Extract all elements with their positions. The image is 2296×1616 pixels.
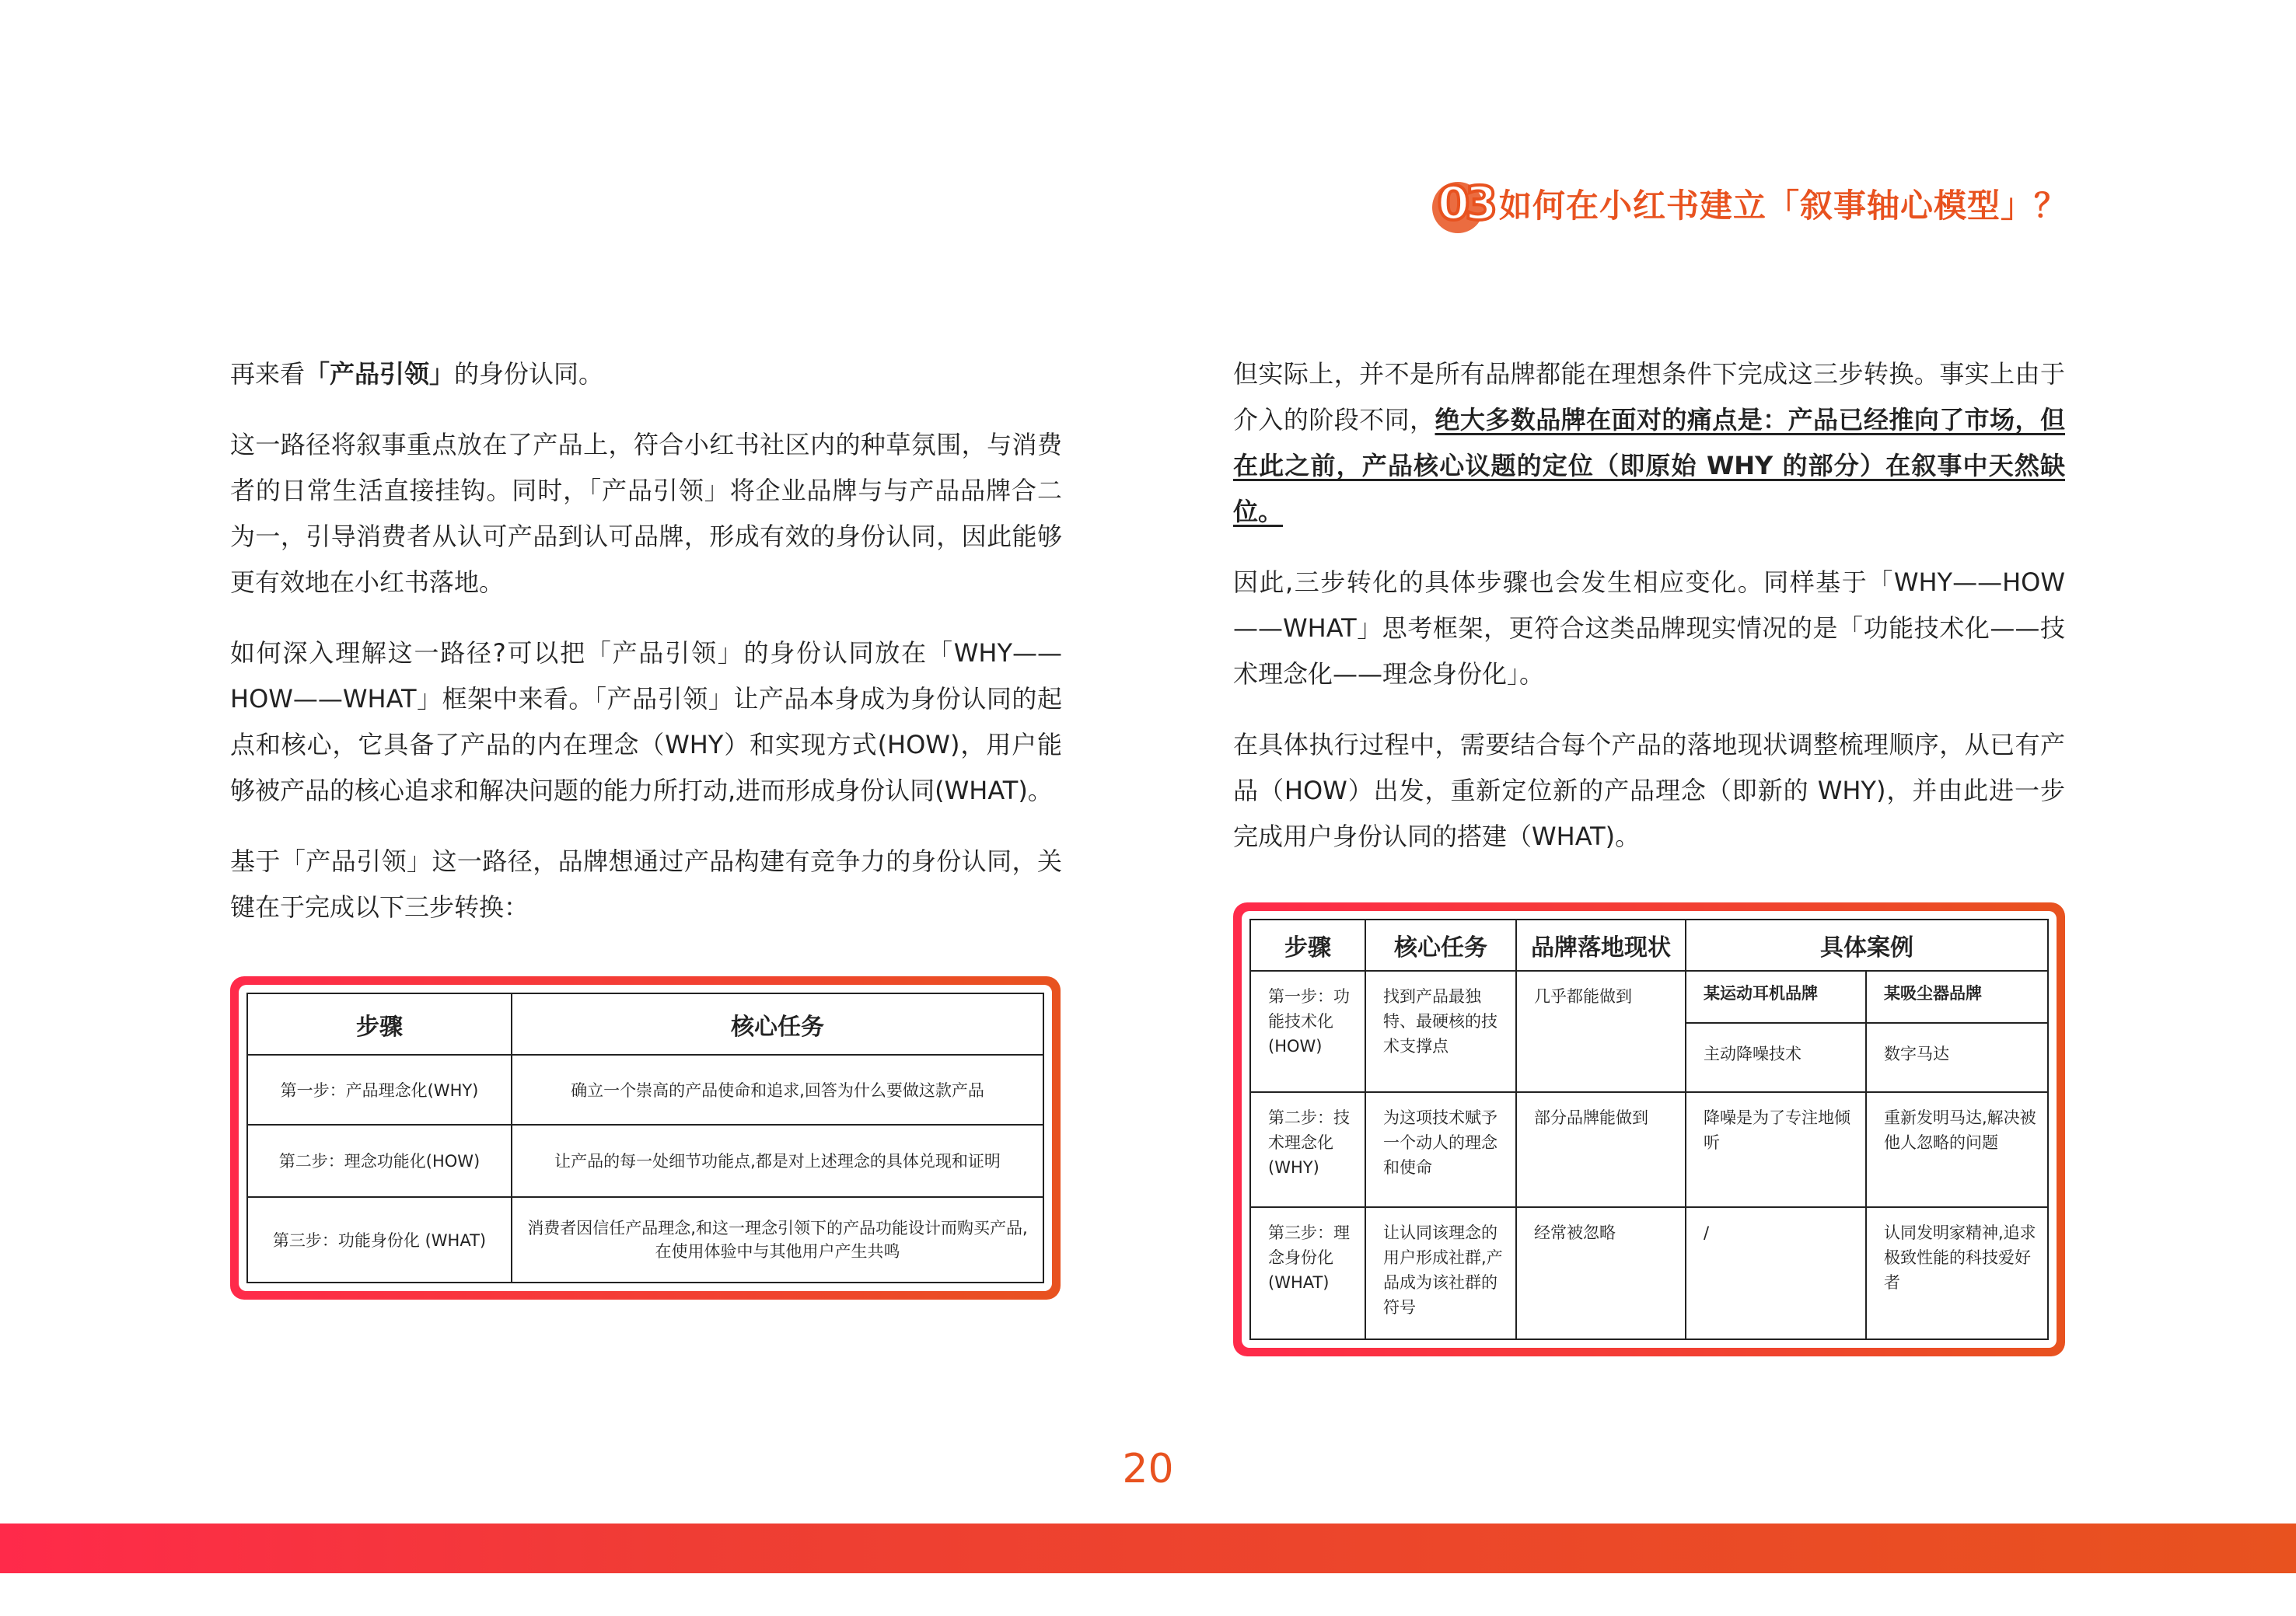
table2-cell: 数字马达 [1866,1023,2048,1092]
table1-cell: 第一步：产品理念化(WHY) [247,1055,512,1124]
section-title: 如何在小红书建立「叙事轴心模型」？ [1498,187,2067,225]
table2-cell: 主动降噪技术 [1686,1023,1866,1092]
table2-cell: 第一步：功能技术化(HOW) [1250,971,1365,1092]
table2-cell: 几乎都能做到 [1516,971,1686,1092]
table1-frame [230,976,1061,1300]
right-column [1233,351,2065,885]
table2-cell: 第二步：技术理念化(WHY) [1250,1092,1365,1206]
section-header [1437,173,2067,235]
table2-cell: 为这项技术赋予一个动人的理念和使命 [1365,1092,1516,1206]
table2-header-step: 步骤 [1250,920,1365,971]
table2 [1249,919,2049,1340]
table1-cell: 确立一个崇高的产品使命和追求,回答为什么要做这款产品 [512,1055,1043,1124]
table2-cell: 重新发明马达,解决被他人忽略的问题 [1866,1092,2048,1206]
table2-header-cases: 具体案例 [1686,920,2048,971]
table1-cell: 第三步：功能身份化 (WHAT) [247,1197,512,1283]
left-paragraph-3: 如何深入理解这一路径?可以把「产品引领」的身份认同放在「WHY——HOW——WHAT」框架中来看。「产品引领」让产品本身成为身份认同的起点和核心，它具备了产品的内在理念（WHY）和实现方式(HOW)，用户能够被产品的核心追求和解决问题的能力所打动,进而形成身份认同(WHAT)。 [230,638,1062,805]
table2-cell: 让认同该理念的用户形成社群,产品成为该社群的符号 [1365,1207,1516,1339]
left-paragraph-4: 基于「产品引领」这一路径，品牌想通过产品构建有竞争力的身份认同，关键在于完成以下三步转换： [230,846,1062,922]
table2-header-status: 品牌落地现状 [1516,920,1686,971]
table1-cell-line: 消费者因信任产品理念,和这一理念引领下的产品功能设计而购买产品, [527,1219,1028,1238]
table2-brand-a: 某运动耳机品牌 [1686,971,1866,1022]
table2-cell: 部分品牌能做到 [1516,1092,1686,1206]
table1-header-step: 步骤 [247,993,512,1055]
table2-cell: 降噪是为了专注地倾听 [1686,1092,1866,1206]
left-paragraph-2: 这一路径将叙事重点放在了产品上，符合小红书社区内的种草氛围，与消费者的日常生活直接挂钩。同时，「产品引领」将企业品牌与与产品品牌合二为一，引导消费者从认可产品到认可品牌，形成有效的身份认同，因此能够更有效地在小红书落地。 [230,430,1062,597]
table1-cell: 第二步：理念功能化(HOW) [247,1125,512,1198]
right-paragraph-2: 因此,三步转化的具体步骤也会发生相应变化。同样基于「WHY——HOW——WHAT」思考框架，更符合这类品牌现实情况的是「功能技术化——技术理念化——理念身份化」。 [1233,567,2065,689]
bottom-gradient-bar [0,1524,2296,1573]
table1-cell [512,1197,1043,1283]
table1 [246,993,1044,1283]
table1-cell-line: 在使用体验中与其他用户产生共鸣 [655,1242,900,1262]
table2-cell: 第三步：理念身份化(WHAT) [1250,1207,1365,1339]
table1-header-task: 核心任务 [512,993,1043,1055]
table2-brand-b: 某吸尘器品牌 [1866,971,2048,1022]
table2-cell: 找到产品最独特、最硬核的技术支撑点 [1365,971,1516,1092]
table2-cell: 经常被忽略 [1516,1207,1686,1339]
left-column [230,351,1062,955]
right-paragraph-3: 在具体执行过程中，需要结合每个产品的落地现状调整梳理顺序，从已有产品（HOW）出发，重新定位新的产品理念（即新的 WHY)，并由此进一步完成用户身份认同的搭建（WHAT)。 [1233,730,2065,851]
right-paragraph-1: 但实际上，并不是所有品牌都能在理想条件下完成这三步转换。事实上由于介入的阶段不同，绝大多数品牌在面对的痛点是：产品已经推向了市场，但在此之前，产品核心议题的定位（即原始 WHY 的部分）在叙事中天然缺位。 [1233,359,2065,526]
table2-cell: / [1686,1207,1866,1339]
table1-cell: 让产品的每一处细节功能点,都是对上述理念的具体兑现和证明 [512,1125,1043,1198]
section-number: 03 [1437,176,1493,231]
table2-header-task: 核心任务 [1365,920,1516,971]
left-paragraph-1: 再来看「产品引领」的身份认同。 [230,359,604,389]
table2-frame [1233,902,2065,1356]
table2-cell: 认同发明家精神,追求极致性能的科技爱好者 [1866,1207,2048,1339]
page-number: 20 [1122,1446,1174,1492]
